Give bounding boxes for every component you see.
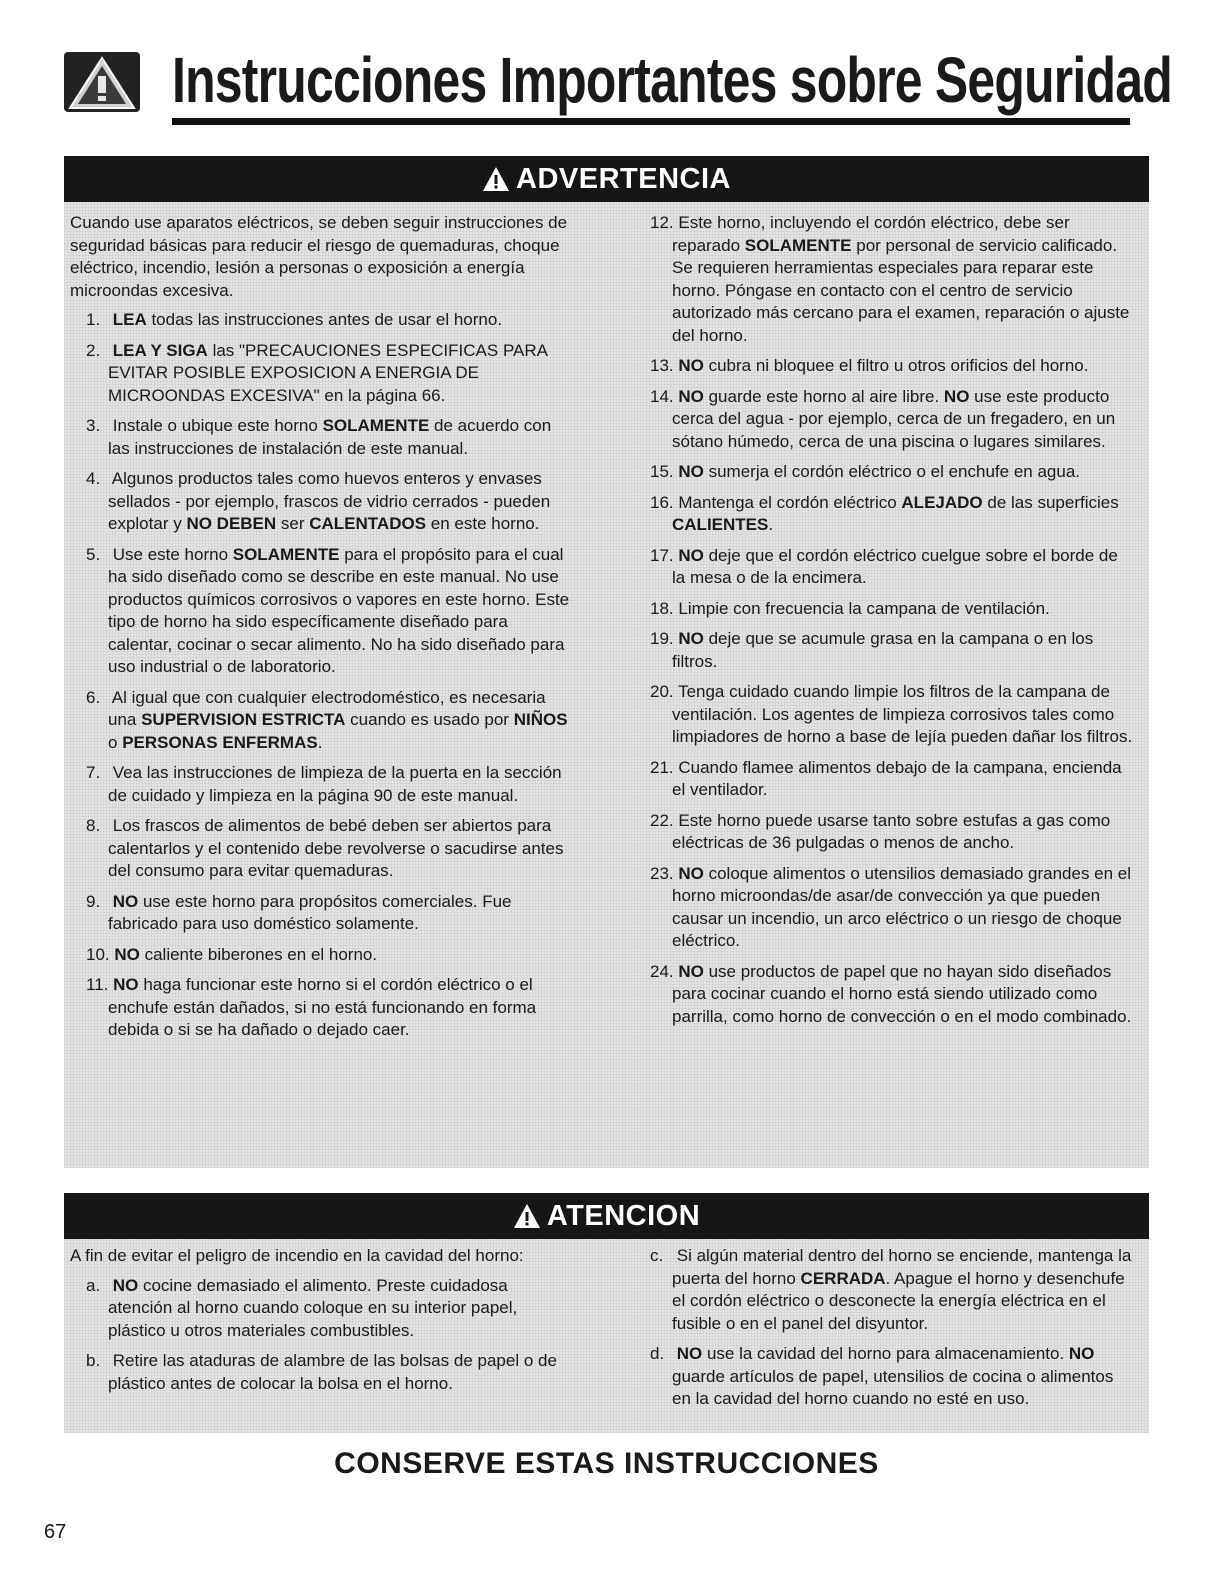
title-underline [172,118,1130,125]
item-text: cuando es usado por [345,710,514,729]
item-number: 23. [650,863,674,883]
emphasis-text: NO [678,863,704,883]
item-text: coloque alimentos o utensilios demasiado grandes en el horno microondas/de asar/de convección ya que pueden causar un incendio, un arco eléctrico o un riesgo de choque eléctrico. [672,863,1132,950]
item-number: 16. [650,492,674,512]
item-text: use este producto cerca del agua - por ejemplo, cerca de un fregadero, en un sótano húmedo, cerca de una piscina o lugares similares. [672,386,1116,451]
emphasis-text: NO [676,1344,703,1363]
item-text: todas las instrucciones antes de usar el horno. [146,310,503,329]
item-number: 7. [86,763,101,782]
caution-intro: A fin de evitar el peligro de incendio en la cavidad del horno: [70,1246,524,1265]
emphasis-text: NO DEBEN [186,514,277,533]
warning-banner [64,156,1149,202]
item-text: caliente biberones en el horno. [139,944,378,964]
emphasis-text: CALIENTES [672,515,769,534]
item-text: use la cavidad del horno para almacenamiento. [702,1344,1069,1363]
item-text: Instale o ubique este horno [112,416,323,435]
list-item [78,815,570,883]
item-number: 20. [650,682,674,701]
warning-panel [64,156,1149,1168]
emphasis-text: NO [678,629,704,648]
list-item [78,340,570,408]
caution-left-column [70,1245,570,1403]
item-text: Este horno puede usarse tanto sobre estufas a gas como eléctricas de 36 pulgadas o menos de ancho. [672,810,1111,852]
item-text: sumerja el cordón eléctrico o el enchufe en agua. [703,462,1080,481]
emphasis-text: NO [112,891,139,911]
warning-triangle-icon [62,50,142,114]
emphasis-text: NO [1068,1344,1095,1363]
emphasis-text: LEA [112,310,147,329]
list-item [78,974,570,1042]
list-item [642,545,1134,590]
item-text: las "PRECAUCIONES ESPECIFICAS PARA EVITAR POSIBLE EXPOSICION A ENERGIA DE MICROONDAS EXCESIVA" en la página 66. [108,340,548,405]
save-instructions-heading: CONSERVE ESTAS INSTRUCCIONES [334,1447,879,1480]
warning-left-list [70,309,570,1042]
item-text: . [768,515,774,534]
emphasis-text: NO [678,961,704,981]
list-item [642,810,1134,855]
item-text: Cuando flamee alimentos debajo de la campana, encienda el ventilador. [672,757,1122,799]
item-number: 2. [86,340,101,360]
item-text: deje que el cordón eléctrico cuelgue sobre el borde de la mesa o de la encimera. [672,545,1118,587]
caution-left-list [70,1275,570,1396]
item-text: ser [276,514,310,533]
warning-icon [513,1197,541,1243]
item-text: Los frascos de alimentos de bebé deben ser abiertos para calentarlos y el contenido debe revolverse o sacudirse antes del consumo para evitar quemaduras. [108,816,564,880]
list-item [642,681,1134,749]
item-text: cocine demasiado el alimento. Preste cuidadosa atención al horno cuando coloque en su interior papel, plástico u otros materiales combustibles. [108,1275,518,1340]
item-number: a. [86,1275,101,1295]
list-item [642,863,1134,953]
warning-left-column [70,212,570,1050]
item-number: 10. [86,944,110,964]
list-item [78,944,570,967]
emphasis-text: SUPERVISION ESTRICTA [141,710,346,729]
list-item [642,355,1134,378]
list-item [78,687,570,755]
emphasis-text: NO [678,356,704,375]
item-number: 12. [650,213,674,232]
emphasis-text: CERRADA [800,1268,886,1288]
item-text: use este horno para propósitos comerciales. Fue fabricado para uso doméstico solamente. [108,891,512,933]
page-header [62,40,1172,130]
emphasis-text: CALENTADOS [309,514,427,533]
emphasis-text: SOLAMENTE [744,235,852,255]
list-item [78,415,570,460]
item-text: para el propósito para el cual ha sido diseñado como se describe en este manual. No use productos químicos corrosivos o vapores en este horno. Este tipo de horno ha sido específicamente diseñado para calentar, cocinar o secar alimento. No ha sido diseñado para uso industrial o de laboratorio. [108,544,570,676]
item-number: 13. [650,356,674,375]
emphasis-text: NO [678,545,704,565]
page-title: Instrucciones Importantes sobre Seguridad [172,44,1172,116]
caution-right-column [634,1245,1134,1419]
list-item [642,961,1134,1029]
item-text: use productos de papel que no hayan sido diseñados para cocinar cuando el horno está siendo utilizado como parrilla, como horno de convección o en el modo combinado. [672,961,1132,1026]
caution-title: ATENCION [546,1200,701,1232]
emphasis-text: NO [678,462,704,481]
item-text: de acuerdo con las instrucciones de instalación de este manual. [108,416,552,458]
item-text: guarde artículos de papel, utensilios de cocina o alimentos en la cavidad del horno cuando no esté en uso. [672,1366,1114,1408]
list-item [642,386,1134,454]
item-text: deje que se acumule grasa en la campana o en los filtros. [672,629,1094,671]
list-item [642,1343,1134,1411]
emphasis-text: PERSONAS ENFERMAS [122,732,318,752]
item-text: Al igual que con cualquier electrodoméstico, es necesaria una [108,687,546,729]
list-item [78,468,570,536]
item-number: 8. [86,816,101,835]
list-item [642,628,1134,673]
caution-panel [64,1193,1149,1433]
list-item [642,461,1134,484]
item-text: en este horno. [426,514,540,533]
item-number: 4. [86,469,101,488]
emphasis-text: SOLAMENTE [232,544,340,564]
item-text: Retire las ataduras de alambre de las bolsas de papel o de plástico antes de colocar la bolsa en el horno. [108,1351,557,1393]
item-number: 19. [650,629,674,648]
item-number: 21. [650,757,674,777]
item-text: de las superficies [982,492,1119,512]
emphasis-text: SOLAMENTE [322,416,430,435]
item-number: d. [650,1344,665,1363]
item-text: Vea las instrucciones de limpieza de la puerta en la sección de cuidado y limpieza en la página 90 de este manual. [108,763,562,805]
item-text: Tenga cuidado cuando limpie los filtros de la campana de ventilación. Los agentes de limpieza corrosivos tales como limpiadores de horno a base de lejía pueden dañar los filtros. [672,682,1133,746]
item-text: Algunos productos tales como huevos enteros y envases sellados - por ejemplo, frascos de vidrio cerrados - pueden explotar y [108,469,551,533]
item-number: c. [650,1246,664,1265]
item-text: por personal de servicio calificado. Se requieren herramientas especiales para reparar este horno. Póngase en contacto con el centro de servicio autorizado más cercano para el examen, reparación o ajuste del horno. [672,235,1130,345]
page-number: 67 [44,1521,67,1543]
item-text: haga funcionar este horno si el cordón eléctrico o el enchufe están dañados, si no está funcionando en forma debida o si se ha dañado o dejado caer. [108,975,537,1039]
list-item [78,891,570,936]
emphasis-text: LEA Y SIGA [112,340,208,360]
list-item [642,1245,1134,1335]
item-number: 17. [650,545,674,565]
warning-intro: Cuando use aparatos eléctricos, se deben seguir instrucciones de seguridad básicas para reducir el riesgo de quemaduras, choque eléctrico, incendio, lesión a personas o exposición a energía microondas excesiva. [70,213,568,300]
emphasis-text: NO [112,1275,139,1295]
emphasis-text: NO [943,386,970,406]
list-item [642,757,1134,802]
emphasis-text: NO [114,944,140,964]
emphasis-text: NIÑOS [513,710,568,729]
list-item [78,1350,570,1395]
list-item [642,212,1134,347]
item-number: 18. [650,598,674,618]
warning-title: ADVERTENCIA [516,163,731,195]
emphasis-text: NO [678,386,704,406]
item-text: Limpie con frecuencia la campana de ventilación. [678,598,1050,618]
item-number: 11. [86,975,109,994]
item-text: . Apague el horno y desenchufe el cordón eléctrico o desconecte la energía eléctrica en el fusible o en el panel del disyuntor. [672,1268,1125,1333]
list-item [78,1275,570,1343]
item-number: b. [86,1351,101,1370]
item-text: Mantenga el cordón eléctrico [678,492,902,512]
item-number: 15. [650,462,674,481]
item-number: 6. [86,687,101,707]
item-text: guarde este horno al aire libre. [703,386,944,406]
warning-right-list [634,212,1134,1028]
item-text: cubra ni bloquee el filtro u otros orificios del horno. [703,356,1089,375]
item-number: 9. [86,891,101,911]
list-item [642,492,1134,537]
item-number: 24. [650,961,674,981]
warning-icon [482,160,510,206]
item-text: o [108,732,123,752]
item-number: 14. [650,386,674,406]
list-item [78,309,570,332]
warning-right-column [634,212,1134,1036]
emphasis-text: ALEJADO [901,492,983,512]
list-item [642,598,1134,621]
caution-right-list [634,1245,1134,1411]
item-number: 5. [86,544,101,564]
item-text: Si algún material dentro del horno se enciende, mantenga la puerta del horno [672,1246,1132,1288]
item-number: 1. [86,310,101,329]
list-item [78,544,570,679]
emphasis-text: NO [113,975,139,994]
caution-banner [64,1193,1149,1239]
item-number: 22. [650,810,674,830]
list-item [78,762,570,807]
item-text: . [317,732,323,752]
item-number: 3. [86,416,101,435]
item-text: Este horno, incluyendo el cordón eléctrico, debe ser reparado [672,213,1070,255]
item-text: Use este horno [112,544,233,564]
